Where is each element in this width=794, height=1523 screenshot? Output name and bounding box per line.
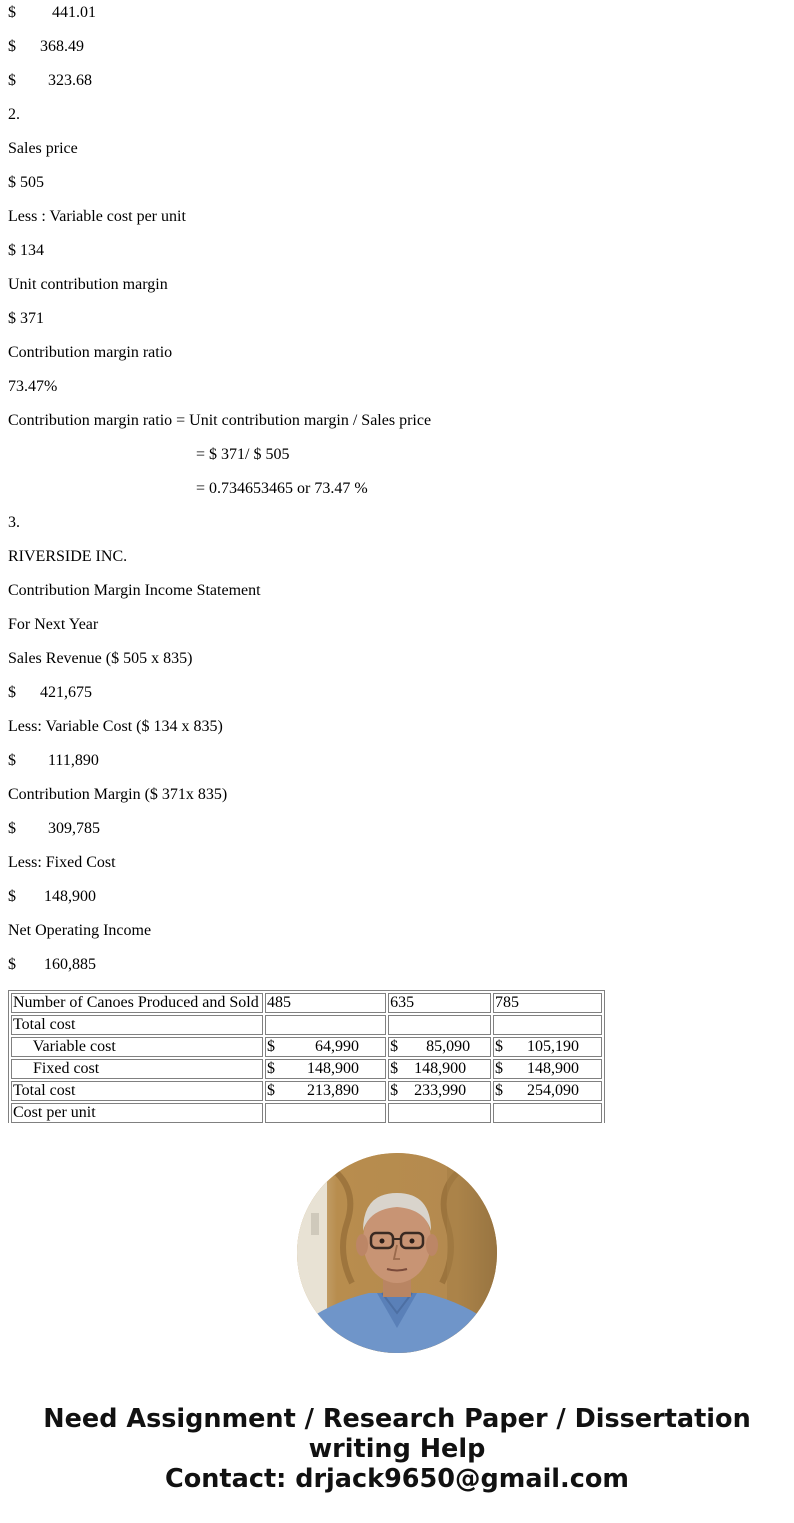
portrait-image <box>297 1153 497 1353</box>
value-text: $ 368.49 <box>8 38 84 55</box>
table-cell: $ 213,890 <box>265 1081 386 1101</box>
author-avatar <box>297 1153 497 1353</box>
table-cell: $ 64,990 <box>265 1037 386 1057</box>
table-row <box>11 1081 602 1101</box>
table-cell <box>265 1103 386 1123</box>
table-row <box>11 1103 602 1123</box>
table-cell: $ 254,090 <box>493 1081 602 1101</box>
sales-price-value: $ 505 <box>8 174 44 191</box>
table-header-cell: 785 <box>493 993 602 1013</box>
fixed-cost-label: Less: Fixed Cost <box>8 854 116 871</box>
contact-line: Contact: drjack9650@gmail.com <box>165 1464 629 1494</box>
table-row <box>11 1015 602 1035</box>
section-number: 2. <box>8 106 20 123</box>
table-header-row <box>11 993 602 1013</box>
unit-contribution-margin-label: Unit contribution margin <box>8 276 168 293</box>
table-cell <box>388 1015 491 1035</box>
unit-contribution-margin-value: $ 371 <box>8 310 44 327</box>
sales-revenue-label: Sales Revenue ($ 505 x 835) <box>8 650 193 667</box>
contribution-margin-ratio-value: 73.47% <box>8 378 58 395</box>
table-cell <box>493 1015 602 1035</box>
variable-cost-value: $ 134 <box>8 242 44 259</box>
variable-cost-label: Less : Variable cost per unit <box>8 208 186 225</box>
table-cell: Total cost <box>11 1015 263 1035</box>
table-cell: $ 148,900 <box>493 1059 602 1079</box>
table-cell: Fixed cost <box>11 1059 263 1079</box>
footer-promo <box>0 1404 794 1494</box>
variable-cost-value: $ 111,890 <box>8 752 99 769</box>
table-cell: Cost per unit <box>11 1103 263 1123</box>
statement-period: For Next Year <box>8 616 99 633</box>
sales-revenue-value: $ 421,675 <box>8 684 92 701</box>
net-operating-income-label: Net Operating Income <box>8 922 152 939</box>
table-row <box>11 1059 602 1079</box>
table-cell: $ 85,090 <box>388 1037 491 1057</box>
table-cell: $ 105,190 <box>493 1037 602 1057</box>
net-operating-income-value: $ 160,885 <box>8 956 96 973</box>
table-cell <box>388 1103 491 1123</box>
table-cell <box>265 1015 386 1035</box>
formula-step: = 0.734653465 or 73.47 % <box>196 480 368 497</box>
table-header-cell: 485 <box>265 993 386 1013</box>
table-cell: $ 148,900 <box>388 1059 491 1079</box>
statement-title: Contribution Margin Income Statement <box>8 582 261 599</box>
table-cell: Total cost <box>11 1081 263 1101</box>
variable-cost-label: Less: Variable Cost ($ 134 x 835) <box>8 718 223 735</box>
contribution-margin-ratio-label: Contribution margin ratio <box>8 344 173 361</box>
table-cell: $ 148,900 <box>265 1059 386 1079</box>
table-cell: $ 233,990 <box>388 1081 491 1101</box>
fixed-cost-value: $ 148,900 <box>8 888 96 905</box>
table-header-cell: 635 <box>388 993 491 1013</box>
table-cutoff <box>0 1123 794 1153</box>
formula-text: Contribution margin ratio = Unit contribution margin / Sales price <box>8 412 432 429</box>
table-cell <box>493 1103 602 1123</box>
table-cell: Variable cost <box>11 1037 263 1057</box>
table-row <box>11 1037 602 1057</box>
contribution-margin-label: Contribution Margin ($ 371x 835) <box>8 786 228 803</box>
value-text: $ 441.01 <box>8 4 96 21</box>
value-text: $ 323.68 <box>8 72 92 89</box>
contribution-margin-value: $ 309,785 <box>8 820 100 837</box>
sales-price-label: Sales price <box>8 140 78 157</box>
table-header-cell: Number of Canoes Produced and Sold <box>11 993 263 1013</box>
footer-line: Need Assignment / Research Paper / Dissertation <box>43 1404 751 1434</box>
company-name: RIVERSIDE INC. <box>8 548 128 565</box>
formula-step: = $ 371/ $ 505 <box>196 446 290 463</box>
section-number: 3. <box>8 514 20 531</box>
footer-line: writing Help <box>308 1434 486 1464</box>
